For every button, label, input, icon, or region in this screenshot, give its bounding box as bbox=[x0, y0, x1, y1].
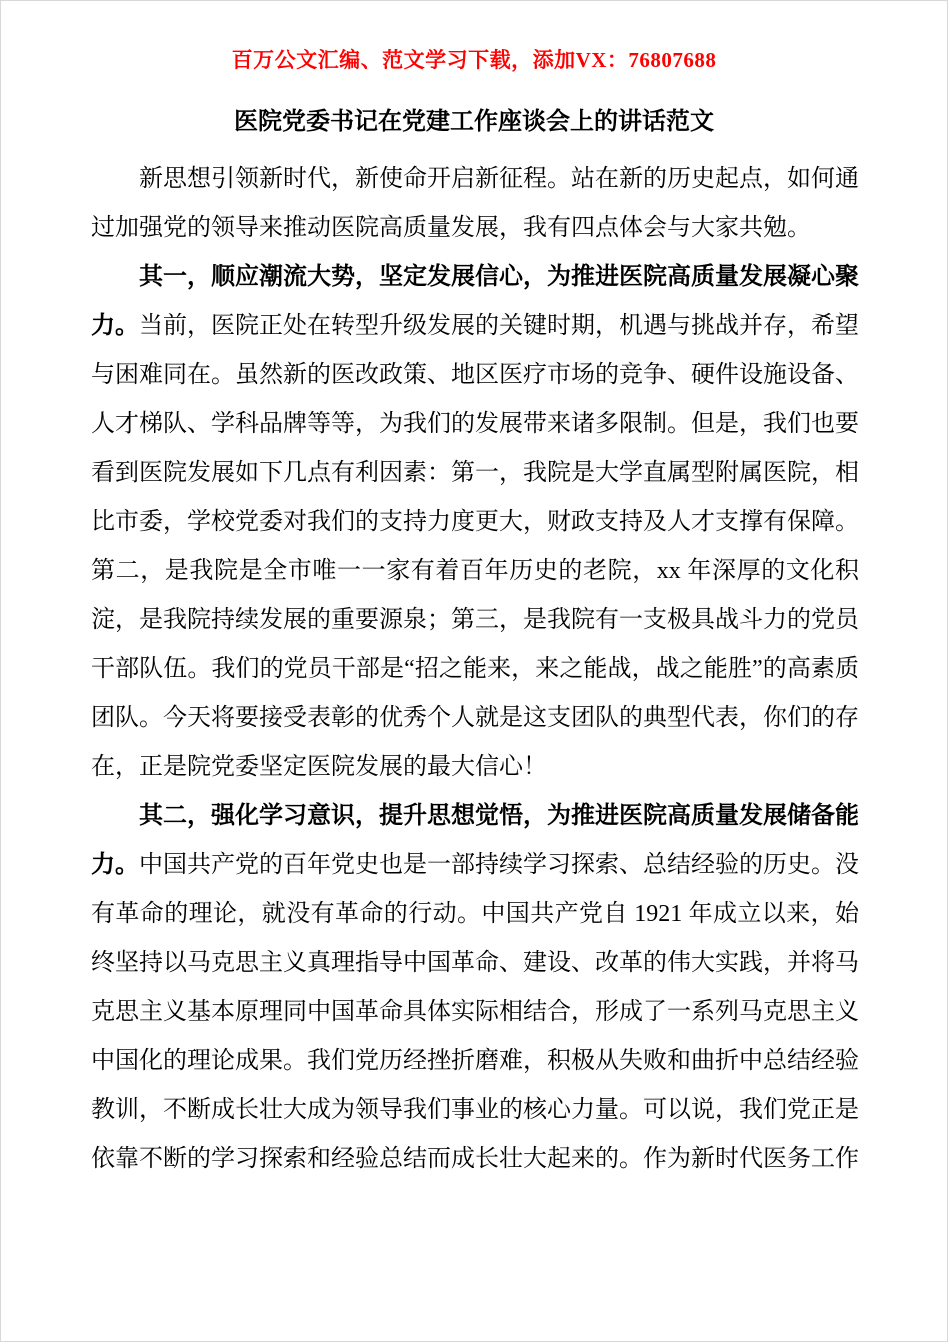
document-body bbox=[91, 155, 859, 1184]
paragraph-text: 新思想引领新时代，新使命开启新征程。站在新的历史起点，如何通过加强党的领导来推动医院高质量发展，我有四点体会与大家共勉。 bbox=[91, 166, 859, 241]
paragraph-lead-bold: 其二，强化学习意识，提升思想觉悟，为推进医院高质量发展储备能力。 bbox=[91, 803, 859, 878]
paragraph-intro bbox=[91, 155, 859, 253]
paragraph-point-one bbox=[91, 253, 859, 792]
document-title: 医院党委书记在党建工作座谈会上的讲话范文 bbox=[234, 109, 714, 135]
paragraph-text: 中国共产党的百年党史也是一部持续学习探索、总结经验的历史。没有革命的理论，就没有革命的行动。中国共产党自 1921 年成立以来，始终坚持以马克思主义真理指导中国革命、建设、改革的伟大实践，并将马克思主义基本原理同中国革命具体实际相结合，形成了一系列马克思主义中国化的理论成果。我们党历经挫折磨难，积极从失败和曲折中总结经验教训，不断成长壮大成为领导我们事业的核心力量。可以说，我们党正是依靠不断的学习探索和经验总结而成长壮大起来的。作为新时代医务工作 bbox=[91, 852, 859, 1172]
paragraph-point-two bbox=[91, 792, 859, 1184]
promo-header-text: 百万公文汇编、范文学习下载，添加VX：76807688 bbox=[231, 48, 717, 72]
paragraph-text: 当前，医院正处在转型升级发展的关键时期，机遇与挑战并存，希望与困难同在。虽然新的医改政策、地区医疗市场的竞争、硬件设施设备、人才梯队、学科品牌等等，为我们的发展带来诸多限制。但是，我们也要看到医院发展如下几点有利因素：第一，我院是大学直属型附属医院，相比市委，学校党委对我们的支持力度更大，财政支持及人才支撑有保障。第二，是我院是全市唯一一家有着百年历史的老院，xx 年深厚的文化积淀，是我院持续发展的重要源泉；第三，是我院有一支极具战斗力的党员干部队伍。我们的党员干部是“招之能来，来之能战，战之能胜”的高素质团队。今天将要接受表彰的优秀个人就是这支团队的典型代表，你们的存在，正是院党委坚定医院发展的最大信心！ bbox=[91, 313, 859, 780]
paragraph-lead-bold: 其一，顺应潮流大势，坚定发展信心，为推进医院高质量发展凝心聚力。 bbox=[91, 264, 859, 339]
